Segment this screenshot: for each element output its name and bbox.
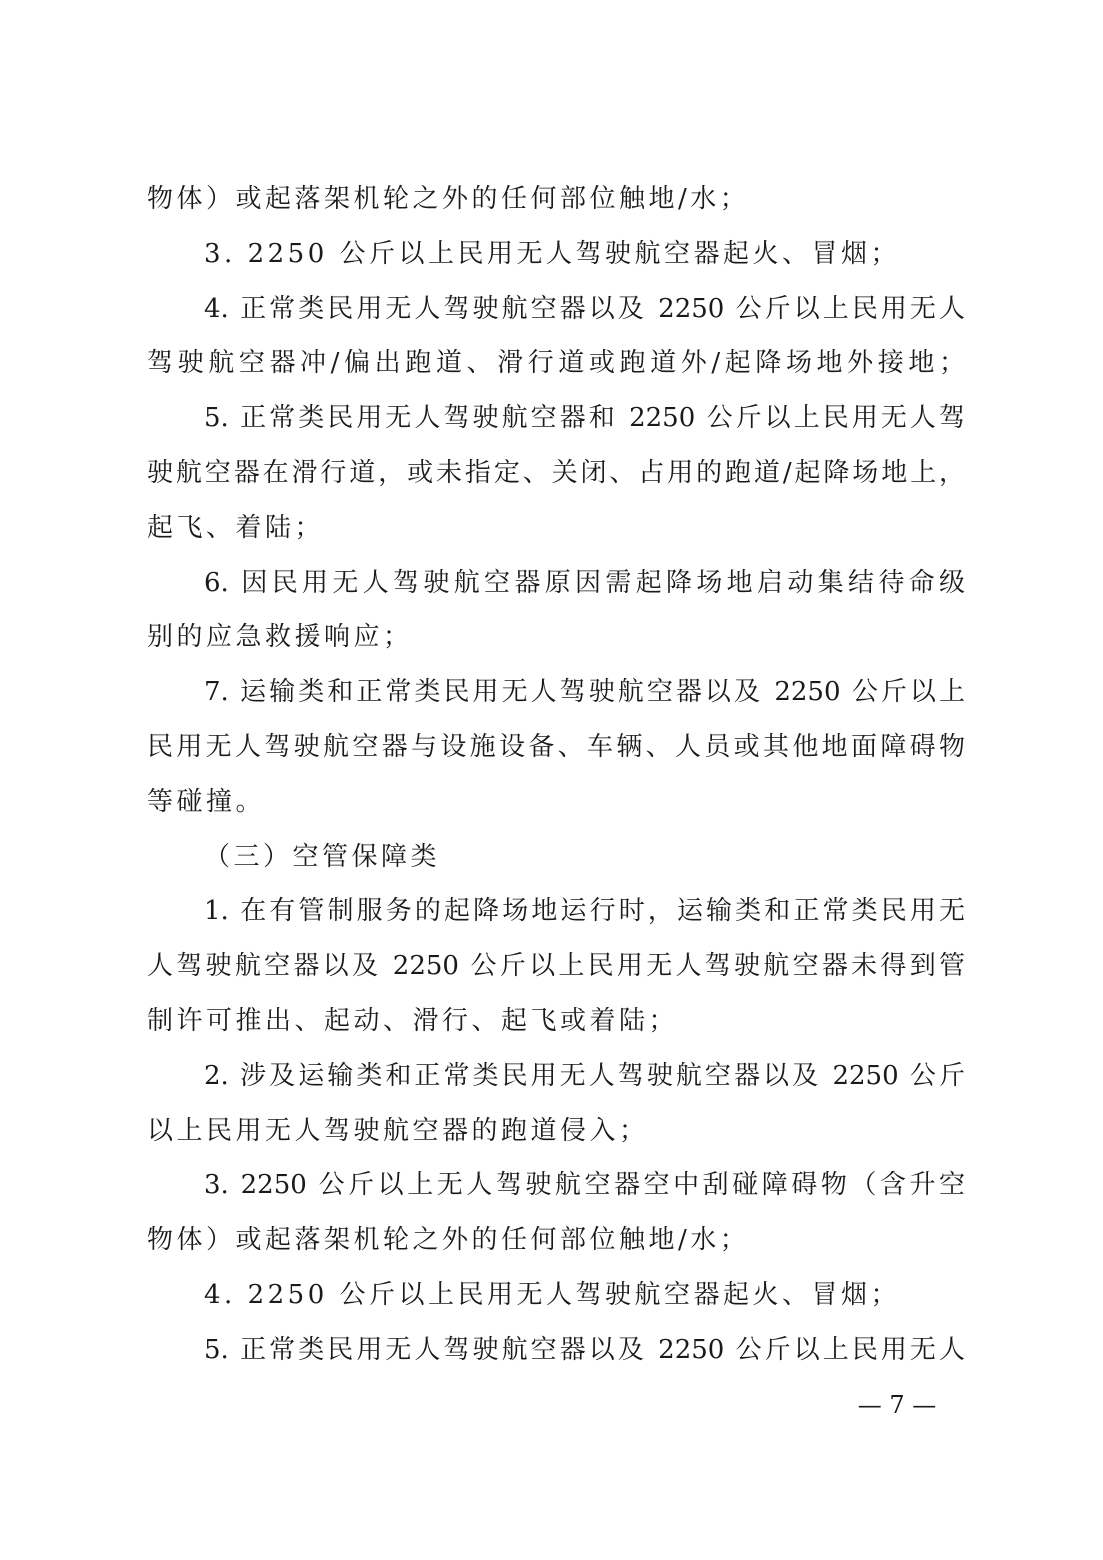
text-line: 3. 2250 公斤以上民用无人驾驶航空器起火、冒烟； bbox=[204, 238, 901, 269]
text-line: 4. 正常类民用无人驾驶航空器以及 2250 公斤以上民用无人 bbox=[204, 293, 965, 324]
text-line: 2. 涉及运输类和正常类民用无人驾驶航空器以及 2250 公斤 bbox=[204, 1060, 965, 1091]
text-line: 别的应急救援响应； bbox=[147, 622, 413, 653]
text-line: 5. 正常类民用无人驾驶航空器和 2250 公斤以上民用无人驾 bbox=[204, 403, 965, 434]
text-line: 物体）或起落架机轮之外的任何部位触地/水； bbox=[147, 184, 750, 214]
text-line: 驶航空器在滑行道，或未指定、关闭、占用的跑道/起降场地上， bbox=[147, 457, 965, 488]
text-line: 4. 2250 公斤以上民用无人驾驶航空器起火、冒烟； bbox=[204, 1279, 901, 1310]
text-line: 7. 运输类和正常类民用无人驾驶航空器以及 2250 公斤以上 bbox=[204, 677, 965, 708]
text-line: 民用无人驾驶航空器与设施设备、车辆、人员或其他地面障碍物 bbox=[147, 731, 965, 762]
text-line: 制许可推出、起动、滑行、起飞或着陆； bbox=[147, 1005, 679, 1036]
text-line: 驾驶航空器冲/偏出跑道、滑行道或跑道外/起降场地外接地； bbox=[147, 348, 965, 379]
text-line: 5. 正常类民用无人驾驶航空器以及 2250 公斤以上民用无人 bbox=[204, 1334, 965, 1365]
text-line: 物体）或起落架机轮之外的任何部位触地/水； bbox=[147, 1225, 750, 1256]
text-line: 6. 因民用无人驾驶航空器原因需起降场地启动集结待命级 bbox=[204, 567, 965, 598]
text-line: 人驾驶航空器以及 2250 公斤以上民用无人驾驶航空器未得到管 bbox=[147, 951, 965, 982]
page-number: — 7 — bbox=[857, 1391, 937, 1419]
text-line: 起飞、着陆； bbox=[147, 512, 325, 543]
section-heading: （三）空管保障类 bbox=[204, 841, 441, 872]
text-line: 3. 2250 公斤以上无人驾驶航空器空中刮碰障碍物（含升空 bbox=[204, 1170, 965, 1201]
text-line: 1. 在有管制服务的起降场地运行时，运输类和正常类民用无 bbox=[204, 896, 965, 927]
text-line: 以上民用无人驾驶航空器的跑道侵入； bbox=[147, 1115, 649, 1146]
body-text bbox=[147, 172, 965, 1378]
text-line: 等碰撞。 bbox=[147, 786, 266, 817]
